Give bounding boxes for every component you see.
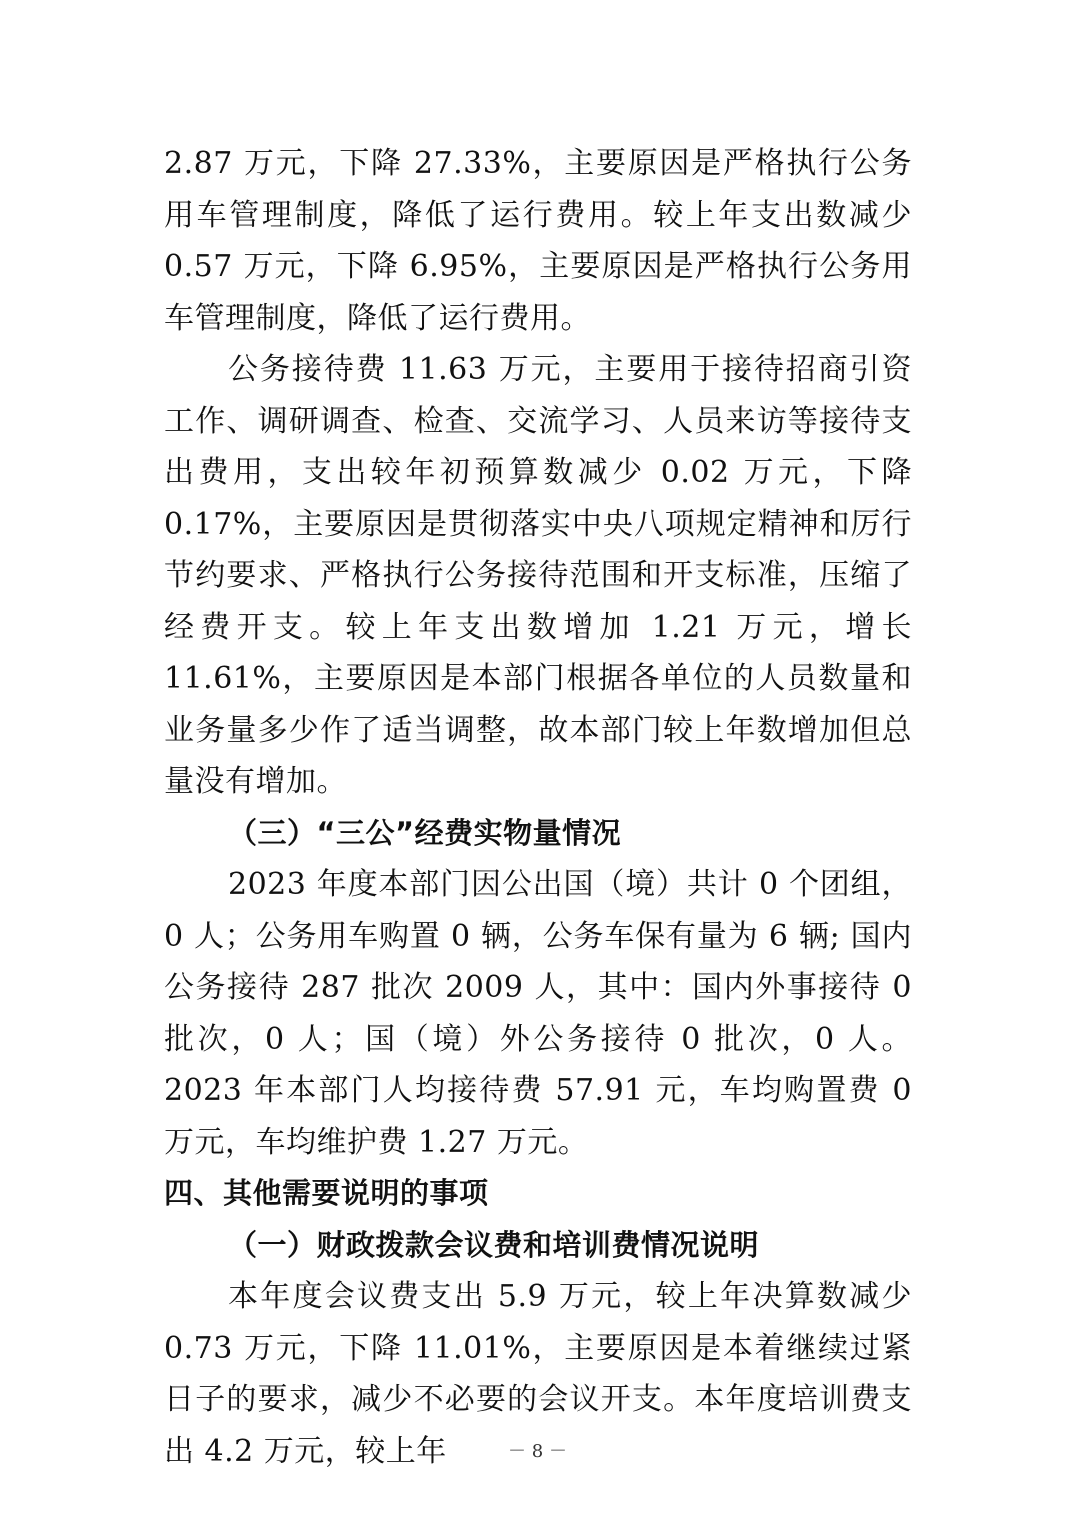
section-heading-physical-quantity: （三）“三公”经费实物量情况	[228, 815, 622, 850]
paragraph-vehicle-cost: 2.87 万元，下降 27.33%，主要原因是严格执行公务用车管理制度，降低了运行费用。较上年支出数减少 0.57 万元，下降 6.95%，主要原因是严格执行公务用车管理制度，降低了运行费用。	[164, 146, 912, 336]
paragraph-physical-quantity: 2023 年度本部门因公出国（境）共计 0 个团组，0 人；公务用车购置 0 辆，公务车保有量为 6 辆; 国内公务接待 287 批次 2009 人，其中：国内外事接待 0 批次，0 人；国（境）外公务接待 0 批次，0 人。2023 年本部门人均接待费 57.91 元，车均购置费 0 万元，车均维护费 1.27 万元。	[164, 867, 912, 1160]
paragraph-meeting-training: 本年度会议费支出 5.9 万元，较上年决算数减少 0.73 万元，下降 11.01%，主要原因是本着继续过紧日子的要求，减少不必要的会议开支。本年度培训费支出 4.2 万元，较上年	[164, 1279, 912, 1469]
section-heading-meeting-training: （一）财政拨款会议费和培训费情况说明	[228, 1227, 760, 1262]
section-heading-other-matters: 四、其他需要说明的事项	[164, 1176, 489, 1210]
document-body	[164, 138, 912, 1477]
paragraph-reception-cost: 公务接待费 11.63 万元，主要用于接待招商引资工作、调研调查、检查、交流学习、人员来访等接待支出费用，支出较年初预算数减少 0.02 万元，下降 0.17%，主要原因是贯彻落实中央八项规定精神和厉行节约要求、严格执行公务接待范围和开支标准，压缩了经费开支。较上年支出数增加 1.21 万元，增长 11.61%，主要原因是本部门根据各单位的人员数量和业务量多少作了适当调整，故本部门较上年数增加但总量没有增加。	[164, 352, 912, 799]
page-number: － 8 －	[508, 1441, 567, 1462]
